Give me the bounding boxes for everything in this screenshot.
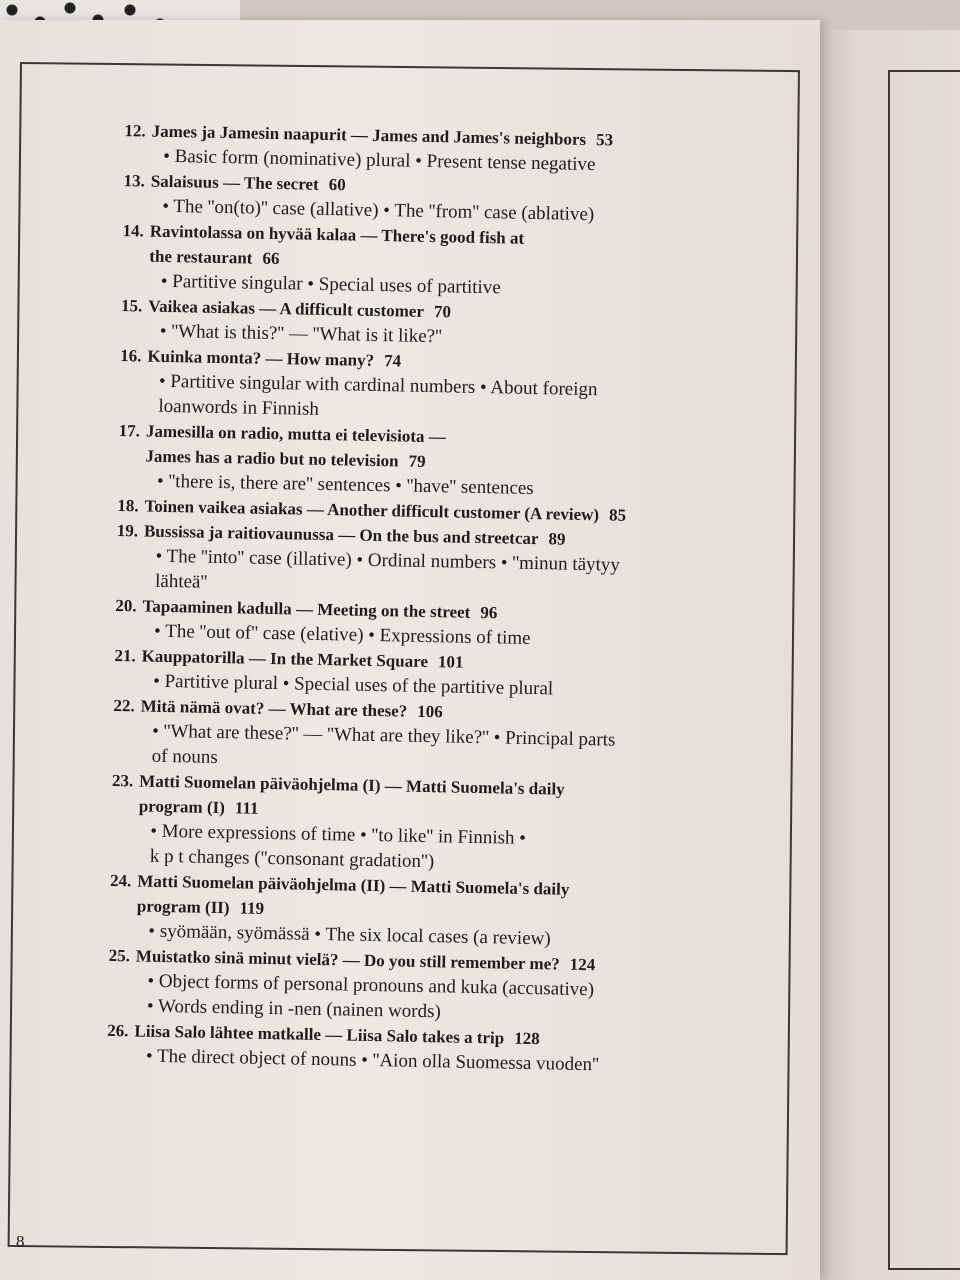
chapter-topics: k p t changes (''consonant gradation'') <box>149 845 435 873</box>
chapter-page-number: 53 <box>595 130 614 150</box>
chapter-topics: • ''What is this?'' — ''What is it like?'' <box>159 320 443 348</box>
chapter-title-text: Muistatko sinä minut vielä? — Do you still remember me? <box>135 946 560 974</box>
chapter-number: 14. <box>122 221 145 241</box>
page-number: 8 <box>16 1232 25 1251</box>
chapter-page-number: 89 <box>548 529 566 549</box>
chapter-title-text: Tapaaminen kadulla — Meeting on the street <box>142 596 471 622</box>
chapter-number: 25. <box>108 945 131 966</box>
table-of-contents <box>102 118 780 1080</box>
chapter-page-number: 128 <box>514 1028 540 1049</box>
chapter-page-number: 70 <box>433 302 452 322</box>
chapter-title-text: Matti Suomelan päiväohjelma (II) — Matti Suomela's daily <box>137 871 570 899</box>
chapter-title-text: Liisa Salo lähtee matkalle — Liisa Salo takes a trip <box>134 1021 505 1048</box>
chapter-title-text: Jamesilla on radio, mutta ei televisiota — <box>145 421 446 447</box>
chapter-number: 17. <box>118 421 141 441</box>
chapter-title-text: Bussissa ja raitiovaunussa — On the bus and streetcar <box>143 521 539 549</box>
chapter-title-text: program (I) <box>138 796 226 818</box>
chapter-topics: • Object forms of personal pronouns and kuka (accusative) <box>147 970 595 1001</box>
toc-entry <box>106 768 768 881</box>
chapter-title <box>151 169 346 198</box>
chapter-topics: loanwords in Finnish <box>158 395 320 420</box>
chapter-number: 13. <box>123 171 145 191</box>
chapter-page-number: 60 <box>328 175 346 195</box>
chapter-number: 23. <box>111 770 134 791</box>
chapter-topics: • ''there is, there are'' sentences • ''have'' sentences <box>156 470 534 500</box>
chapter-title <box>149 244 280 271</box>
chapter-title-text: James has a radio but no television <box>145 446 399 471</box>
chapter-page-number: 96 <box>480 603 498 623</box>
chapter-title-text: Vaikea asiakas — A difficult customer <box>148 296 425 321</box>
chapter-page-number: 74 <box>383 351 402 371</box>
chapter-page-number: 111 <box>234 798 259 818</box>
chapter-title-text: Kauppatorilla — In the Market Square <box>141 646 429 672</box>
chapter-topics: • The ''into'' case (illative) • Ordinal numbers • ''minun täytyy <box>155 545 621 576</box>
chapter-topics: • ''What are these?'' — ''What are they like?'' • Principal parts <box>152 720 616 751</box>
toc-entry <box>117 218 778 306</box>
chapter-topics: lähteä'' <box>154 570 208 593</box>
chapter-title <box>139 793 259 820</box>
chapter-number: 12. <box>124 121 146 141</box>
chapter-number <box>107 793 139 819</box>
next-page-frame <box>888 70 960 1270</box>
chapter-page-number: 79 <box>408 451 426 471</box>
chapter-title-text: program (II) <box>136 896 230 918</box>
chapter-number: 20. <box>115 596 137 616</box>
chapter-number: 18. <box>117 496 139 516</box>
chapter-topics: • The ''out of'' case (elative) • Expressions of time <box>153 620 531 649</box>
chapter-topics: • The direct object of nouns • ''Aion olla Suomessa vuoden'' <box>145 1045 600 1076</box>
chapter-title-text: Toinen vaikea asiakas — Another difficult customer (A review) <box>144 496 600 525</box>
chapter-topics: • Partitive singular with cardinal numbers • About foreign <box>158 370 598 401</box>
chapter-page-number: 101 <box>437 652 464 672</box>
chapter-title-text: Salaisuus — The secret <box>150 171 319 194</box>
chapter-title-text: Ravintolassa on hyvää kalaa — There's good fish at <box>149 221 525 248</box>
toc-entry <box>114 343 775 431</box>
chapter-title-text: Mitä nämä ovat? — What are these? <box>140 696 408 721</box>
chapter-title-text: Kuinka monta? — How many? <box>147 346 375 370</box>
chapter-number <box>113 443 145 469</box>
chapter-number: 15. <box>120 296 143 316</box>
toc-entry <box>113 418 774 506</box>
chapter-topics: of nouns <box>151 745 218 768</box>
toc-entry <box>104 868 765 956</box>
chapter-title-text: the restaurant <box>149 246 253 268</box>
toc-entry <box>103 943 764 1031</box>
chapter-number: 26. <box>107 1020 129 1041</box>
chapter-page-number: 66 <box>262 248 280 269</box>
chapter-number: 16. <box>120 346 142 366</box>
chapter-title <box>137 893 265 920</box>
chapter-title-text: Matti Suomelan päiväohjelma (I) — Matti Suomela's daily <box>139 771 565 799</box>
chapter-topics: • syömään, syömässä • The six local cases (a review) <box>148 920 551 950</box>
chapter-number: 24. <box>109 870 132 891</box>
chapter-title-text: James ja Jamesin naapurit — James and James's neighbors <box>151 121 587 149</box>
chapter-page-number: 85 <box>608 505 627 525</box>
chapter-number: 22. <box>113 695 135 716</box>
toc-entry <box>108 693 769 781</box>
chapter-page-number: 124 <box>569 954 596 975</box>
chapter-topics: • The ''on(to)'' case (allative) • The ''from'' case (ablative) <box>162 195 595 226</box>
chapter-topics: • More expressions of time • ''to like'' in Finnish • <box>150 820 527 849</box>
chapter-topics: • Words ending in -nen (nainen words) <box>146 995 442 1023</box>
chapter-number: 19. <box>116 521 139 541</box>
chapter-number: 21. <box>114 645 136 666</box>
toc-entry <box>111 518 772 606</box>
chapter-page-number: 119 <box>239 898 265 918</box>
chapter-topics: • Partitive plural • Special uses of the partitive plural <box>152 670 554 700</box>
chapter-number <box>105 893 137 919</box>
chapter-topics: • Partitive singular • Special uses of partitive <box>160 270 501 299</box>
chapter-page-number: 106 <box>417 701 443 722</box>
chapter-topics: • Basic form (nominative) plural • Present tense negative <box>163 145 596 176</box>
chapter-number <box>117 243 149 269</box>
